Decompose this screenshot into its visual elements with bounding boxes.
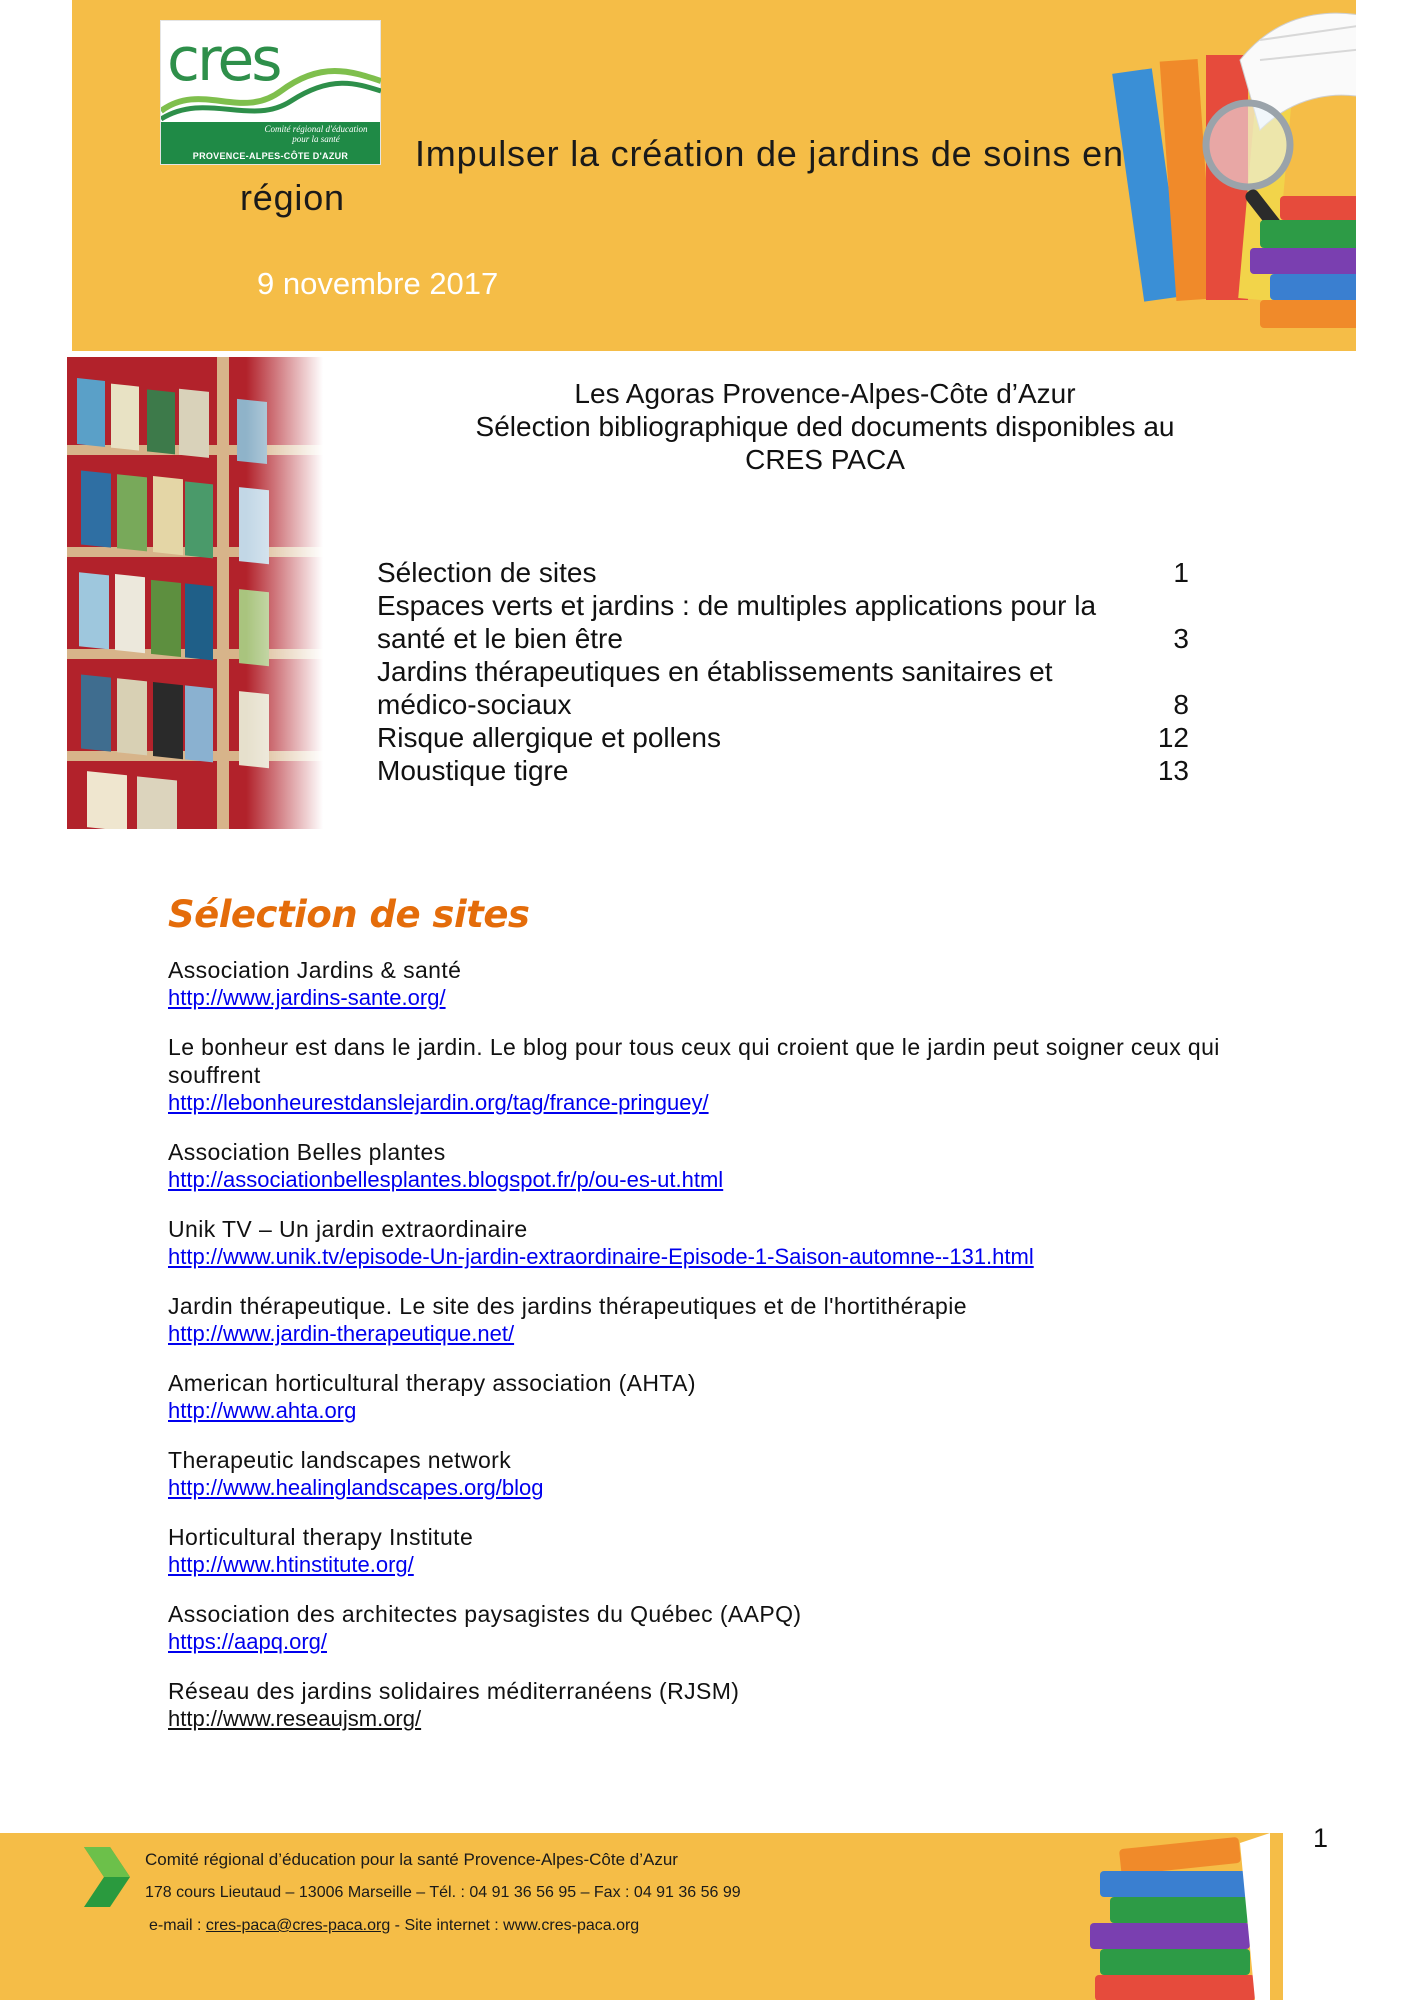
site-name: Association Jardins & santé	[168, 957, 462, 983]
site-entry	[168, 956, 1238, 1012]
intro-block	[420, 377, 1230, 476]
site-name: Therapeutic landscapes network	[168, 1447, 512, 1473]
site-name: Association Belles plantes	[168, 1139, 446, 1165]
site-entry	[168, 1215, 1238, 1271]
bookshelf-photo	[67, 357, 323, 829]
footer-contact	[149, 1917, 639, 1935]
books-stack-illustration	[1070, 1833, 1280, 2000]
toc-entry-page: 8	[1173, 689, 1189, 720]
header-banner	[72, 0, 1356, 351]
site-entry	[168, 1523, 1238, 1579]
site-entry	[168, 1033, 1238, 1117]
footer-email-link[interactable]: cres-paca@cres-paca.org	[205, 1917, 391, 1934]
toc-entry-label: Espaces verts et jardins : de multiples applications pour la santé et le bien être	[377, 590, 1097, 654]
site-entry	[168, 1292, 1238, 1348]
toc-entry[interactable]	[377, 589, 1189, 655]
page-footer	[0, 1833, 1283, 2000]
toc-entry-page: 12	[1157, 722, 1189, 753]
toc-entry-label: Jardins thérapeutiques en établissements sanitaires et médico-sociaux	[377, 656, 1053, 720]
toc-entry-label: Sélection de sites	[377, 557, 597, 588]
intro-line-2: Sélection bibliographique ded documents disponibles au	[475, 411, 1175, 442]
site-link[interactable]: http://www.jardin-therapeutique.net/	[168, 1321, 515, 1346]
logo-swoosh-icon	[161, 61, 381, 123]
toc-entry[interactable]	[377, 655, 1189, 721]
chevron-right-icon	[80, 1845, 132, 1909]
site-entry	[168, 1369, 1238, 1425]
site-entry	[168, 1138, 1238, 1194]
section-heading: Sélection de sites	[168, 893, 530, 936]
toc-entry[interactable]	[377, 556, 1189, 589]
site-name: Jardin thérapeutique. Le site des jardins thérapeutiques et de l'hortithérapie	[168, 1293, 967, 1319]
site-name: Association des architectes paysagistes du Québec (AAPQ)	[168, 1601, 802, 1627]
table-of-contents	[377, 556, 1189, 787]
site-name: Unik TV – Un jardin extraordinaire	[168, 1216, 528, 1242]
logo-tagline: Comité régional d'éducation pour la santé	[264, 124, 368, 144]
footer-address: 178 cours Lieutaud – 13006 Marseille – Tél. : 04 91 36 56 95 – Fax : 04 91 36 56 99	[145, 1884, 741, 1901]
site-name: Horticultural therapy Institute	[168, 1524, 474, 1550]
site-link[interactable]: http://www.reseaujsm.org/	[168, 1706, 422, 1731]
books-magnifier-illustration	[1110, 0, 1356, 340]
site-link[interactable]: http://associationbellesplantes.blogspot.fr/p/ou-es-ut.html	[168, 1167, 724, 1192]
site-link[interactable]: http://www.htinstitute.org/	[168, 1552, 414, 1577]
page-number: 1	[1313, 1823, 1329, 1853]
site-name: Le bonheur est dans le jardin. Le blog pour tous ceux qui croient que le jardin peut soigner ceux qui souffrent	[168, 1034, 1220, 1088]
toc-entry[interactable]	[377, 754, 1189, 787]
site-name: Réseau des jardins solidaires méditerranéens (RJSM)	[168, 1678, 740, 1704]
site-entry	[168, 1446, 1238, 1502]
footer-organization: Comité régional d’éducation pour la santé Provence-Alpes-Côte d’Azur	[145, 1850, 678, 1869]
logo-wordmark: cres	[167, 25, 280, 95]
site-link[interactable]: http://www.unik.tv/episode-Un-jardin-extraordinaire-Episode-1-Saison-automne--131.html	[168, 1244, 1034, 1269]
site-link[interactable]: https://aapq.org/	[168, 1629, 327, 1654]
footer-email-prefix: e-mail :	[149, 1917, 206, 1934]
logo-region: PROVENCE-ALPES-CÔTE D'AZUR	[192, 151, 349, 161]
site-link[interactable]: http://lebonheurestdanslejardin.org/tag/france-pringuey/	[168, 1090, 709, 1115]
toc-entry-page: 13	[1157, 755, 1189, 786]
toc-entry-page: 1	[1173, 557, 1189, 588]
site-link[interactable]: http://www.ahta.org	[168, 1398, 357, 1423]
toc-entry-label: Moustique tigre	[377, 755, 569, 786]
intro-line-3: CRES PACA	[745, 444, 905, 475]
site-link[interactable]: http://www.healinglandscapes.org/blog	[168, 1475, 544, 1500]
site-name: American horticultural therapy association (AHTA)	[168, 1370, 696, 1396]
toc-entry[interactable]	[377, 721, 1189, 754]
site-link[interactable]: http://www.jardins-sante.org/	[168, 985, 446, 1010]
document-date: 9 novembre 2017	[257, 266, 499, 301]
toc-entry-label: Risque allergique et pollens	[377, 722, 721, 753]
sites-list	[168, 956, 1238, 1754]
site-entry	[168, 1677, 1238, 1733]
toc-entry-page: 3	[1173, 623, 1189, 654]
footer-site-text: - Site internet : www.cres-paca.org	[390, 1917, 640, 1934]
site-entry	[168, 1600, 1238, 1656]
document-title: Impulser la création de jardins de soins en région	[240, 133, 1124, 218]
intro-line-1: Les Agoras Provence-Alpes-Côte d’Azur	[574, 378, 1076, 409]
